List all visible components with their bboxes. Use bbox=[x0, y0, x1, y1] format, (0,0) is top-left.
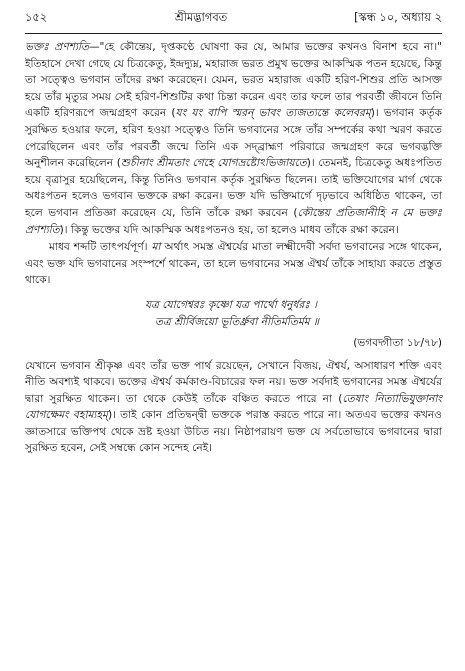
sanskrit-quote: কৌন্তেয় প্রতিজানীহি ন মে ভক্তঃ প্রণশ্যতি bbox=[25, 206, 442, 236]
sanskrit-term: মা bbox=[151, 241, 161, 254]
paragraph-text: অর্থাৎ সমস্ত ঐশ্বর্যের মাতা লক্ষ্মীদেবী সর্বদা ভগবানের সঙ্গে থাকেন, এবং ভক্ত যদি ভগবানের সংস্পর্শে থাকেন, তা হলে ভগবানের সমস্ত ঐশ্বর্য তাঁকে সাহায্য করতে প্রস্তুত থাকে। bbox=[25, 241, 443, 287]
paragraph-text: মাধব শব্দটি তাৎপর্যপূর্ণ। bbox=[49, 241, 152, 254]
paragraph-1 bbox=[25, 39, 442, 238]
paragraph-text: যেখানে ভগবান শ্রীকৃষ্ণ এবং তাঁর ভক্ত পার্থ রয়েছেন, সেখানে বিজয়, ঐশ্বর্য, অসাধারণ শক্তি এবং নীতি অবশ্যই থাকবে। ভক্তের ঐশ্বর্য কর্মকাণ্ড-বিচারের ফল নয়। ভক্ত সর্বদাই ভগবানের সমস্ত ঐশ্বর্যের দ্বারা সুরক্ষিত থাকেন। তা থেকে কেউই তাঁকে বঞ্চিত করতে পারে না ( bbox=[25, 359, 442, 405]
paragraph-text: )। তেমনই, চিত্রকেতু অধঃপতিত হয়ে বৃত্রাসুর হয়েছিলেন, কিন্তু তিনিও ভগবান কর্তৃক সুরক্ষিত ছিলেন। তাই ভক্তিযোগের মার্গ থেকে অধঃপতন হলেও ভগবান ভক্তকে রক্ষা করেন। ভক্ত যদি ভক্তিমার্গে দৃঢ়ভাবে অধিষ্ঠিত থাকেন, তা হলে ভগবান প্রতিজ্ঞা করেছেন যে, তিনি তাঁকে রক্ষা করবেন ( bbox=[25, 157, 442, 219]
verse-block bbox=[145, 297, 442, 331]
sanskrit-quote: যং যং বাপি স্মরন্‌ ভাবং ত্যজত্যন্তে কলেবরম্‌ bbox=[175, 107, 371, 120]
paragraph-3 bbox=[25, 358, 442, 458]
sanskrit-term: ভক্তঃ প্রণশ্যতি bbox=[25, 41, 89, 53]
paragraph-text: —"হে কৌন্তেয়, দৃপ্তকণ্ঠে ঘোষণা কর যে, আমার ভক্তের কখনও বিনাশ হবে না।" ইতিহাসে দেখা গেছে যে চিত্রকেতু, ইন্দ্রদ্যুম্ন, মহারাজ ভরত প্রমুখ ভক্তের আকস্মিক পতন হয়েছে, কিন্তু তা সত্ত্বেও ভগবান তাঁদের রক্ষা করেছেন। যেমন, ভরত মহারাজ একটি হরিণ-শিশুর প্রতি আসক্ত হয়ে তাঁর মৃত্যুর সময় সেই হরিণ-শিশুটির কথা চিন্তা করেন এবং তার ফলে তার পরবর্তী জীবনে তিনি একটি হরিণরূপে জন্মগ্রহণ করেন ( bbox=[25, 41, 442, 120]
header-rule bbox=[25, 33, 442, 34]
verse-line-1: যত্র যোগেশ্বরঃ কৃষ্ণো যত্র পার্থো ধনুর্ধরঃ । bbox=[145, 298, 318, 311]
paragraph-text: )। ভগবান কর্তৃক সুরক্ষিত হওয়ার ফলে, হরিণ হওয়া সত্ত্বেও তিনি ভগবানের সঙ্গে তাঁর সম্পর্কের কথা স্মরণ করতে পেরেছিলেন এবং তাঁর পরবর্তী জন্মে তিনি এক সদ্‌ব্রাহ্মণ পরিবারে জন্মগ্রহণ করে ভগবদ্ভক্তি অনুশীলন করেছিলেন ( bbox=[25, 107, 443, 170]
sanskrit-quote: শুচীনাং শ্রীমতাং গেহে যোগভ্রষ্টোঽভিজায়তে bbox=[120, 157, 307, 170]
paragraph-2 bbox=[25, 239, 442, 289]
page-number: ১৫২ bbox=[25, 10, 48, 24]
page-content bbox=[25, 39, 442, 457]
verse-line-2: তত্র শ্রীর্বিজয়ো ভূতির্ধ্রুবা নীতির্মতির্মম ॥ bbox=[155, 315, 319, 328]
page-header bbox=[25, 0, 442, 31]
paragraph-text: )। তাই কোন প্রতিদ্বন্দ্বী ভক্তকে পরাস্ত করতে পারে না। অতএব ভক্তের কখনও জ্ঞাতসারে ভক্তিপথ থেকে ভ্রষ্ট হওয়া উচিত নয়। নিষ্ঠাপরায়ণ ভক্ত যে সর্বতোভাবে ভগবানের দ্বারা সুরক্ষিত হবেন, সেই সম্বন্ধে কোন সন্দেহ নেই। bbox=[25, 409, 442, 455]
sanskrit-quote: তেষাং নিত্যাভিযুক্তানাং যোগক্ষেমং বহাম্যহম্‌ bbox=[25, 392, 442, 422]
paragraph-text: )। কিন্তু ভক্তের যদি আকস্মিক অধঃপতনও হয়, তা হলেও মাধব তাঁকে রক্ষা করেন। bbox=[59, 223, 399, 236]
book-title: শ্রীমদ্ভাগবত bbox=[175, 10, 228, 24]
chapter-reference: [স্কন্ধ ১০, অধ্যায় ২ bbox=[354, 10, 442, 24]
verse-source: (ভগবদ্গীতা ১৮/৭৮) bbox=[353, 336, 442, 349]
